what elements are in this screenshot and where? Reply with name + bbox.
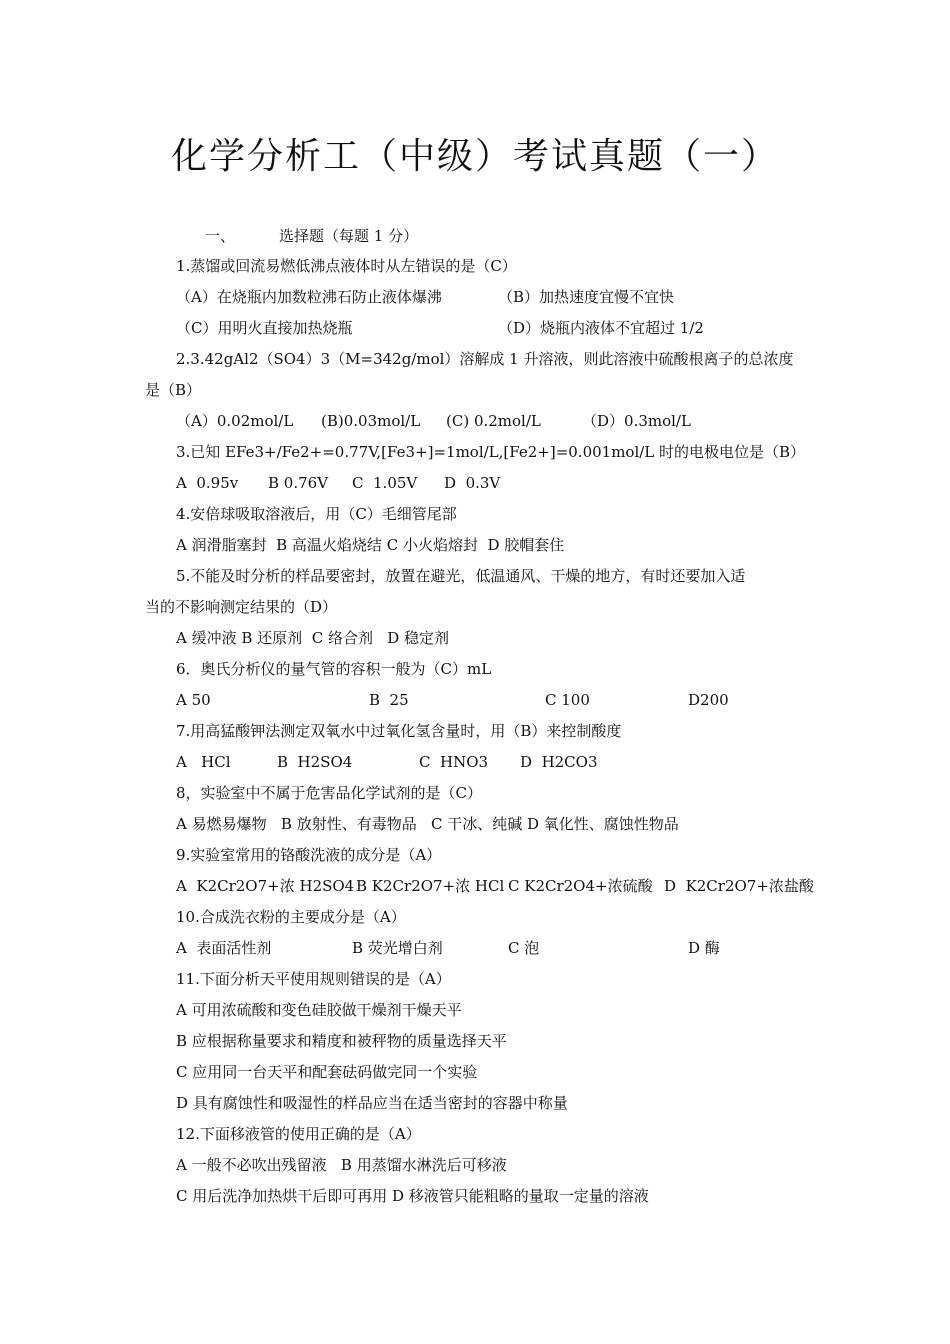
option-d: D200 bbox=[688, 691, 729, 709]
option-d: D 0.3V bbox=[444, 474, 501, 492]
question-12-options-row-2: C 用后洗净加热烘干后即可再用 D 移液管只能粗略的量取一定量的溶液 bbox=[176, 1187, 649, 1205]
section-heading bbox=[205, 226, 805, 246]
option-c: C 1.05V bbox=[352, 474, 418, 492]
question-7-stem: 7.用高猛酸钾法测定双氧水中过氧化氢含量时，用（B）来控制酸度 bbox=[176, 722, 622, 740]
option-d: D H2CO3 bbox=[520, 753, 598, 771]
question-6-options bbox=[176, 690, 816, 710]
question-11-option-b: B 应根据称量要求和精度和被秤物的质量选择天平 bbox=[176, 1032, 507, 1050]
question-4-options: A 润滑脂塞封 B 高温火焰烧结 C 小火焰熔封 D 胶帽套住 bbox=[176, 536, 565, 554]
question-8-options: A 易燃易爆物 B 放射性、有毒物品 C 干冰、纯碱 D 氧化性、腐蚀性物品 bbox=[176, 815, 679, 833]
question-11-option-c: C 应用同一台天平和配套砝码做完同一个实验 bbox=[176, 1063, 478, 1081]
section-label: 选择题（每题 1 分） bbox=[279, 227, 419, 245]
option-a: A 0.95v bbox=[176, 474, 239, 492]
option-c: C 泡 bbox=[508, 939, 540, 957]
question-5-stem-continued: 当的不影响测定结果的（D） bbox=[145, 598, 338, 616]
question-5-options: A 缓冲液 B 还原剂 C 络合剂 D 稳定剂 bbox=[176, 629, 450, 647]
option-c: (C) 0.2mol/L bbox=[446, 412, 541, 430]
question-1-options-row-2 bbox=[176, 318, 816, 338]
question-11-stem: 11.下面分析天平使用规则错误的是（A） bbox=[176, 970, 451, 988]
option-c: （C）用明火直接加热烧瓶 bbox=[176, 319, 353, 337]
option-b: B 荧光增白剂 bbox=[352, 939, 443, 957]
option-b: B 0.76V bbox=[268, 474, 329, 492]
question-4-stem: 4.安倍球吸取溶液后，用（C）毛细管尾部 bbox=[176, 505, 457, 523]
option-a: （A）在烧瓶内加数粒沸石防止液体爆沸 bbox=[176, 288, 442, 306]
option-a: A HCl bbox=[176, 753, 231, 771]
question-11-option-a: A 可用浓硫酸和变色硅胶做干燥剂干燥天平 bbox=[176, 1001, 462, 1019]
question-12-stem: 12.下面移液管的使用正确的是（A） bbox=[176, 1125, 421, 1143]
question-6-stem: 6．奥氏分析仪的量气管的容积一般为（C）mL bbox=[176, 660, 492, 678]
question-9-stem: 9.实验室常用的铬酸洗液的成分是（A） bbox=[176, 846, 442, 864]
option-b: B 25 bbox=[369, 691, 409, 709]
question-10-options bbox=[176, 938, 816, 958]
section-number: 一、 bbox=[205, 227, 236, 245]
option-a: A 50 bbox=[176, 691, 211, 709]
option-b: （B）加热速度宜慢不宜快 bbox=[498, 288, 675, 306]
question-2-options bbox=[176, 411, 816, 431]
question-1-stem: 1.蒸馏或回流易燃低沸点液体时从左错误的是（C） bbox=[176, 257, 517, 275]
question-5-stem: 5.不能及时分析的样品要密封，放置在避光，低温通风、干燥的地方，有时还要加入适 bbox=[176, 567, 746, 585]
question-1-options-row-1 bbox=[176, 287, 816, 307]
question-10-stem: 10.合成洗衣粉的主要成分是（A） bbox=[176, 908, 406, 926]
question-11-option-d: D 具有腐蚀性和吸湿性的样品应当在适当密封的容器中称量 bbox=[176, 1094, 568, 1112]
question-7-options bbox=[176, 752, 816, 772]
option-c: C K2Cr2O4+浓硫酸 bbox=[508, 877, 653, 895]
question-3-options bbox=[176, 473, 816, 493]
option-a: A K2Cr2O7+浓 H2SO4 bbox=[176, 877, 355, 895]
option-c: C HNO3 bbox=[419, 753, 489, 771]
option-c: C 100 bbox=[545, 691, 590, 709]
option-b: (B)0.03mol/L bbox=[321, 412, 421, 430]
question-2-stem: 2.3.42gAl2（SO4）3（M=342g/mol）溶解成 1 升溶液，则此溶液中硫酸根离子的总浓度 bbox=[176, 350, 794, 368]
question-3-stem: 3.已知 EFe3+/Fe2+=0.77V,[Fe3+]=1mol/L,[Fe2+]=0.001mol/L 时的电极电位是（B） bbox=[176, 443, 806, 461]
option-b: B H2SO4 bbox=[277, 753, 353, 771]
option-a: A 表面活性剂 bbox=[176, 939, 272, 957]
option-b: B K2Cr2O7+浓 HCl bbox=[356, 877, 505, 895]
page-title: 化学分析工（中级）考试真题（一） bbox=[170, 136, 779, 177]
option-a: （A）0.02mol/L bbox=[176, 412, 294, 430]
question-2-stem-continued: 是（B） bbox=[145, 381, 202, 399]
option-d: D K2Cr2O7+浓盐酸 bbox=[664, 877, 814, 895]
option-d: D 酶 bbox=[688, 939, 720, 957]
question-12-options-row-1: A 一般不必吹出残留液 B 用蒸馏水淋洗后可移液 bbox=[176, 1156, 507, 1174]
question-9-options bbox=[176, 876, 816, 896]
option-d: （D）烧瓶内液体不宜超过 1/2 bbox=[498, 319, 704, 337]
option-d: （D）0.3mol/L bbox=[582, 412, 691, 430]
question-8-stem: 8，实验室中不属于危害品化学试剂的是（C） bbox=[176, 784, 483, 802]
